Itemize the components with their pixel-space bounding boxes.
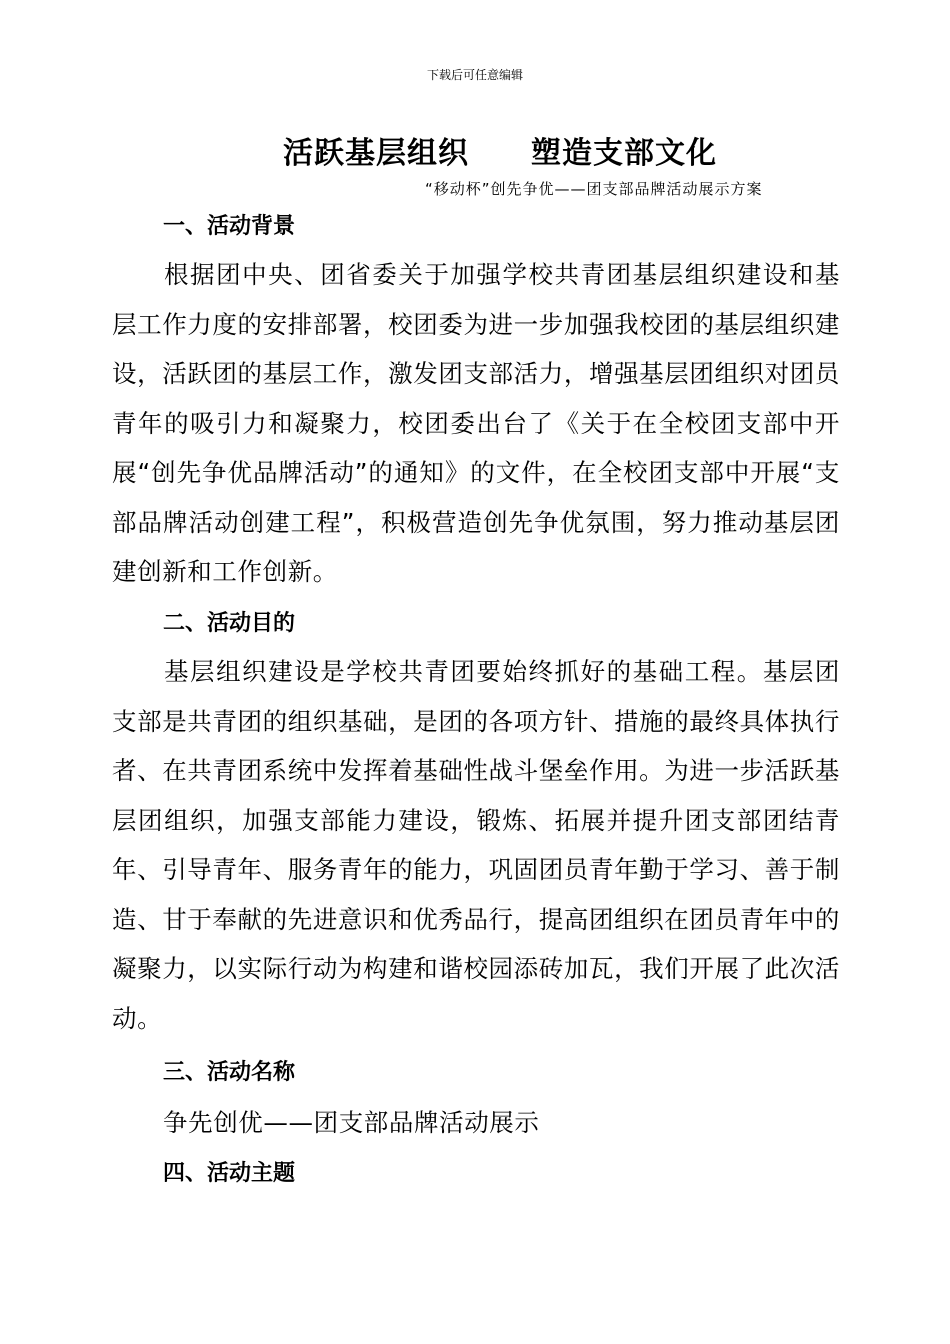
section-body-background: 根据团中央、团省委关于加强学校共青团基层组织建设和基层工作力度的安排部署，校团委为进一步加强我校团的基层组织建设，活跃团的基层工作，激发团支部活力，增强基层团组织对团员青年的吸引力和凝聚力，校团委出台了《关于在全校团支部中开展“创先争优品牌活动”的通知》的文件，在全校团支部中开展“支部品牌活动创建工程”，积极营造创先争优氛围，努力推动基层团建创新和工作创新。 (112, 260, 840, 586)
section-heading-purpose: 二、活动目的 (163, 611, 296, 636)
document-subtitle: “移动杯”创先争优——团支部品牌活动展示方案 (425, 180, 763, 198)
section-heading-theme: 四、活动主题 (163, 1161, 296, 1186)
section-body-name: 争先创优——团支部品牌活动展示 (163, 1108, 540, 1137)
section-heading-name: 三、活动名称 (163, 1060, 296, 1085)
header-note: 下载后可任意编辑 (426, 68, 523, 82)
document-title: 活跃基层组织 塑造支部文化 (283, 136, 717, 171)
section-heading-background: 一、活动背景 (163, 214, 296, 239)
section-body-purpose: 基层组织建设是学校共青团要始终抓好的基础工程。基层团支部是共青团的组织基础，是团的各项方针、措施的最终具体执行者、在共青团系统中发挥着基础性战斗堡垒作用。为进一步活跃基层团组织，加强支部能力建设，锻炼、拓展并提升团支部团结青年、引导青年、服务青年的能力，巩固团员青年勤于学习、善于制造、甘于奉献的先进意识和优秀品行，提高团组织在团员青年中的凝聚力，以实际行动为构建和谐校园添砖加瓦，我们开展了此次活动。 (112, 657, 840, 1033)
